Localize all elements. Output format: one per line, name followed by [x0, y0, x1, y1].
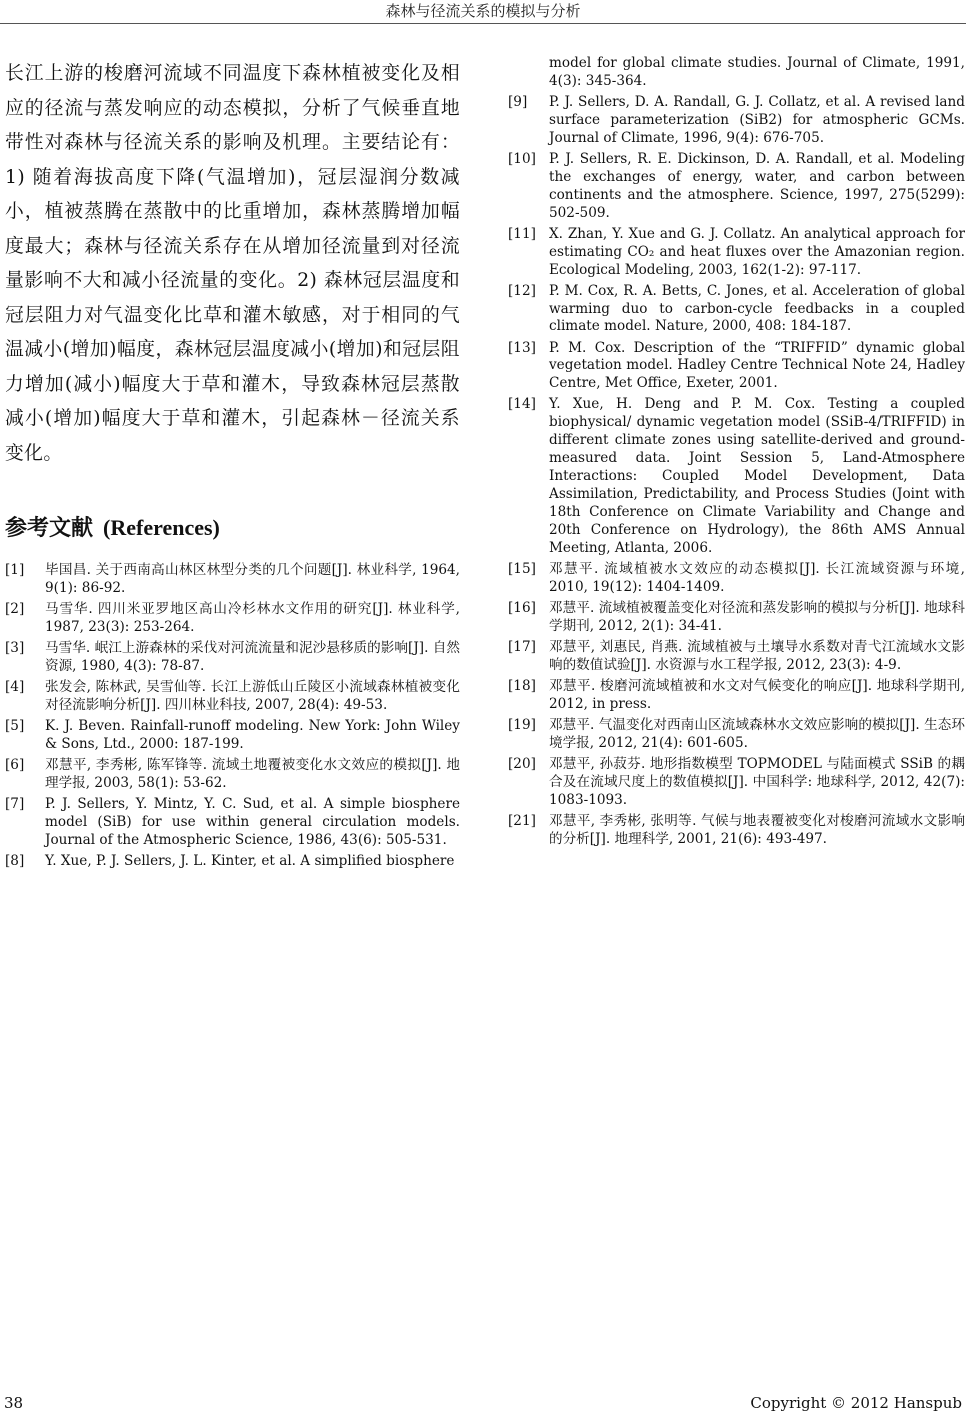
- reference-number: [13]: [508, 339, 536, 356]
- reference-number: [4]: [5, 679, 25, 695]
- references-heading-en: (References): [103, 515, 220, 540]
- reference-item: [5, 757, 460, 793]
- reference-text: P. J. Sellers, R. E. Dickinson, D. A. Randall, et al. Modeling the exchanges of energy, water, and carbon between continents and the atmosphere. Science, 1997, 275(5299): 502-509.: [549, 150, 965, 221]
- reference-number: [9]: [508, 94, 528, 110]
- reference-number: [16]: [508, 599, 536, 616]
- reference-number: [1]: [5, 562, 25, 578]
- reference-text: 张发会, 陈林武, 吴雪仙等. 长江上游低山丘陵区小流域森林植被变化对径流影响分析[J]. 四川林业科技, 2007, 28(4): 49-53.: [45, 679, 460, 713]
- reference-item: [508, 813, 965, 849]
- reference-text: K. J. Beven. Rainfall-runoff modeling. New York: John Wiley & Sons, Ltd., 2000: 187-199.: [45, 718, 460, 752]
- reference-item: [508, 283, 965, 337]
- reference-item: [508, 561, 965, 597]
- copyright-notice: Copyright © 2012 Hanspub: [750, 1394, 962, 1412]
- reference-text: X. Zhan, Y. Xue and G. J. Collatz. An analytical approach for estimating CO₂ and heat fluxes over the Amazonian region. Ecological Modeling, 2003, 162(1-2): 97-117.: [549, 225, 965, 278]
- reference-number: [20]: [508, 755, 536, 772]
- reference-text: 邓慧平, 李秀彬, 张明等. 气候与地表覆被变化对梭磨河流域水文影响的分析[J]. 地理科学, 2001, 21(6): 493-497.: [549, 812, 965, 847]
- reference-text: P. M. Cox, R. A. Betts, C. Jones, et al. Acceleration of global warming duo to carbon-cycle feedbacks in a coupled climate model. Nature, 2000, 408: 184-187.: [549, 282, 965, 335]
- body-paragraph: 长江上游的梭磨河流域不同温度下森林植被变化及相应的径流与蒸发响应的动态模拟，分析了气候垂直地带性对森林与径流关系的影响及机理。主要结论有：1) 随着海拔高度下降(气温增加)，冠层湿润分数减小，植被蒸腾在蒸散中的比重增加，森林蒸腾增加幅度最大；森林与径流关系存在从增加径流量到对径流量影响不大和减小径流量的变化。2) 森林冠层温度和冠层阻力对气温变化比草和灌木敏感，对于相同的气温减小(增加)幅度，森林冠层温度减小(增加)和冠层阻力增加(减小)幅度大于草和灌木，导致森林冠层蒸散减小(增加)幅度大于草和灌木，引起森林－径流关系变化。: [5, 63, 460, 464]
- reference-item: [508, 756, 965, 810]
- reference-text: 邓慧平, 李秀彬, 陈军锋等. 流域土地覆被变化水文效应的模拟[J]. 地理学报, 2003, 58(1): 53-62.: [45, 757, 460, 791]
- page-number: 38: [4, 1394, 24, 1412]
- reference-item: [508, 340, 965, 394]
- reference-number: [12]: [508, 282, 536, 299]
- reference-item: [508, 600, 965, 636]
- reference-item: [508, 717, 965, 753]
- reference-8-continuation: model for global climate studies. Journal of Climate, 1991, 4(3): 345-364.: [549, 55, 965, 89]
- left-column: [5, 57, 460, 874]
- reference-text: 马雪华. 岷江上游森林的采伐对河流流量和泥沙悬移质的影响[J]. 自然资源, 1980, 4(3): 78-87.: [45, 640, 460, 674]
- references-heading: [5, 513, 460, 544]
- reference-text: 邓慧平, 刘惠民, 肖燕. 流域植被与土壤导水系数对青弋江流域水文影响的数值试验[J]. 水资源与水工程学报, 2012, 23(3): 4-9.: [549, 638, 965, 673]
- reference-number: [17]: [508, 638, 536, 655]
- reference-number: [8]: [5, 852, 25, 869]
- reference-item: [5, 601, 460, 637]
- reference-number: [2]: [5, 601, 25, 617]
- reference-item: [5, 640, 460, 676]
- reference-item: [508, 94, 965, 148]
- reference-number: [19]: [508, 716, 536, 733]
- reference-number: [21]: [508, 812, 536, 829]
- reference-item: [508, 226, 965, 280]
- reference-number: [7]: [5, 796, 25, 812]
- reference-text: Y. Xue, P. J. Sellers, J. L. Kinter, et al. A simplified biosphere: [45, 852, 455, 869]
- reference-item: [508, 639, 965, 675]
- reference-item: [508, 396, 965, 557]
- reference-text: 毕国昌. 关于西南高山林区林型分类的几个问题[J]. 林业科学, 1964, 9(1): 86-92.: [45, 562, 460, 596]
- reference-number: [6]: [5, 757, 25, 773]
- reference-text: 邓慧平. 流域植被覆盖变化对径流和蒸发影响的模拟与分析[J]. 地球科学期刊, 2012, 2(1): 34-41.: [549, 599, 965, 634]
- reference-number: [18]: [508, 677, 536, 694]
- reference-list-left: [5, 562, 460, 871]
- reference-item: [5, 853, 460, 871]
- reference-number: [3]: [5, 640, 25, 656]
- reference-number: [11]: [508, 225, 536, 242]
- reference-text: 邓慧平. 气温变化对西南山区流域森林水文效应影响的模拟[J]. 生态环境学报, 2012, 21(4): 601-605.: [549, 716, 965, 751]
- reference-item: [508, 678, 965, 714]
- reference-number: [5]: [5, 718, 25, 734]
- reference-number: [10]: [508, 150, 536, 167]
- reference-text: P. J. Sellers, Y. Mintz, Y. C. Sud, et al. A simple biosphere model (SiB) for use within general circulation models. Journal of the Atmospheric Science, 1986, 43(6): 505-531.: [45, 796, 460, 848]
- reference-number: [15]: [508, 560, 536, 577]
- reference-item: [5, 718, 460, 754]
- reference-text: 邓慧平. 梭磨河流域植被和水文对气候变化的响应[J]. 地球科学期刊, 2012, in press.: [549, 677, 965, 712]
- page-header-title: 森林与径流关系的模拟与分析: [385, 2, 581, 20]
- right-column: [508, 55, 965, 852]
- reference-text: P. M. Cox. Description of the “TRIFFID” dynamic global vegetation model. Hadley Centre Technical Note 24, Hadley Centre, Met Office, Exeter, 2001.: [549, 339, 965, 392]
- reference-item: [5, 796, 460, 850]
- reference-list-right: [508, 94, 965, 849]
- reference-text: 马雪华. 四川米亚罗地区高山冷杉林水文作用的研究[J]. 林业科学, 1987, 23(3): 253-264.: [45, 601, 460, 635]
- reference-item: [5, 679, 460, 715]
- reference-number: [14]: [508, 396, 536, 413]
- reference-item: [508, 151, 965, 223]
- reference-text: Y. Xue, H. Deng and P. M. Cox. Testing a coupled biophysical/ dynamic vegetation model (SSiB-4/TRIFFID) in different climate zones using satellite-derived and ground-measured data. Joint Session 5, Land-Atmosphere Interactions: Coupled Model Development, Data Assimilation, Predictability, and Process Studies (Joint with 18th Conference on Climate Variability and Change and 20th Conference on Hydrology), the 86th AMS Annual Meeting, Atlanta, 2006.: [549, 396, 965, 556]
- reference-text: 邓慧平. 流域植被水文效应的动态模拟[J]. 长江流域资源与环境, 2010, 19(12): 1404-1409.: [549, 560, 965, 595]
- header-rule: [0, 23, 966, 24]
- reference-text: P. J. Sellers, D. A. Randall, G. J. Collatz, et al. A revised land surface parameterization (SiB2) for atmospheric GCMs. Journal of Climate, 1996, 9(4): 676-705.: [549, 94, 965, 146]
- references-heading-zh: 参考文献: [5, 516, 94, 541]
- reference-text: 邓慧平, 孙菽芬. 地形指数模型 TOPMODEL 与陆面模式 SSiB 的耦合及在流域尺度上的数值模拟[J]. 中国科学: 地球科学, 2012, 42(7): 1083-1093.: [549, 755, 965, 808]
- reference-item: [5, 562, 460, 598]
